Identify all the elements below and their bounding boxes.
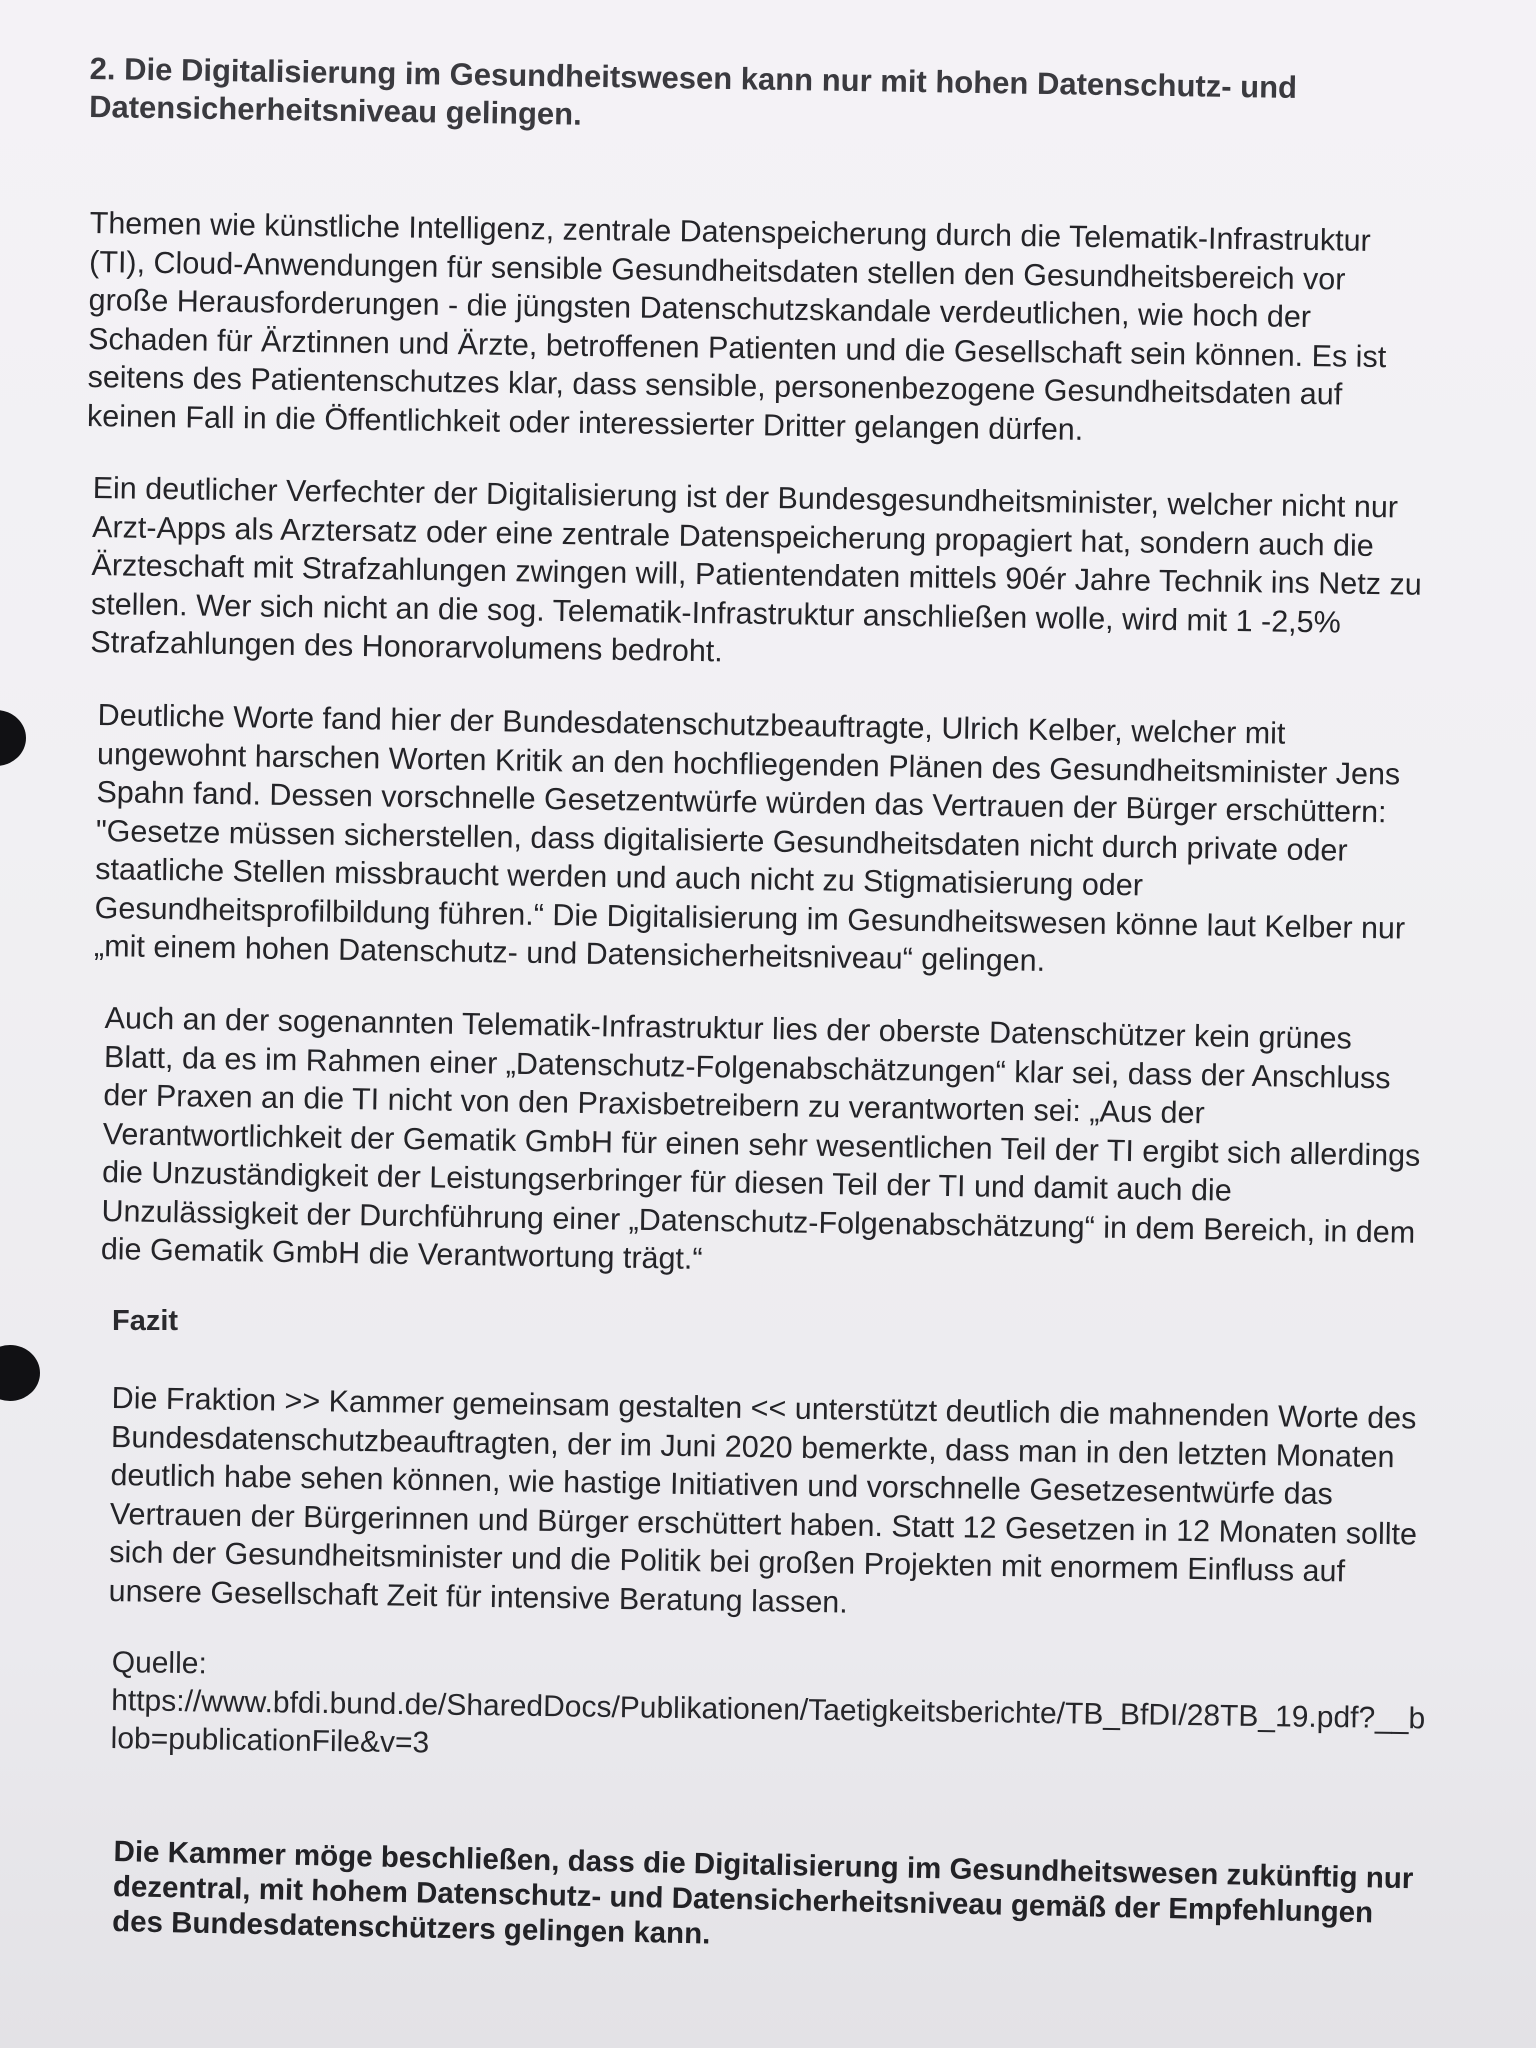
punch-hole: [0, 1345, 40, 1401]
document-body: [86, 50, 1430, 1951]
source-url: https://www.bfdi.bund.de/SharedDocs/Publikationen/Taetigkeitsberichte/TB_BfDI/28TB_19.pdf?__blob=publicationFile&v=3: [110, 1683, 1426, 1759]
source-label: Quelle:: [111, 1645, 208, 1680]
paragraph-fazit: Die Fraktion >> Kammer gemeinsam gestalten << unterstützt deutlich die mahnenden Worte des Bundesdatenschutzbeauftragten, der im Juni 2020 bemerkte, dass man in den letzten Monaten deutlich habe sehen können, wie hastige Initiativen und vorschnelle Gesetzesentwürfe das Vertrauen der Bürgerinnen und Bürger erschüttert haben. Statt 12 Gesetzen in 12 Monaten sollte sich der Gesundheitsminister und die Politik bei großen Projekten mit enormem Einfluss auf unsere Gesellschaft Zeit für intensive Beratung lassen.: [108, 1380, 1418, 1619]
fazit-heading: Fazit: [112, 1304, 179, 1337]
paragraph-minister: Ein deutlicher Verfechter der Digitalisierung ist der Bundesgesundheitsminister, welcher nicht nur Arzt-Apps als Arztersatz oder eine zentrale Datenspeicherung propagiert hat, sondern auch die Ärzteschaft mit Strafzahlungen zwingen will, Patientendaten mittels 90ér Jahre Technik ins Netz zu stellen. Wer sich nicht an die sog. Telematik-Infrastruktur anschließen wolle, wird mit 1 -2,5% Strafzahlungen des Honorarvolumens bedroht.: [90, 470, 1422, 669]
paragraph-kelber: Deutliche Worte fand hier der Bundesdatenschutzbeauftragte, Ulrich Kelber, welcher mit ungewohnt harschen Worten Kritik an den hochfliegenden Plänen des Gesundheitsminister Jens Spahn fand. Dessen vorschnelle Gesetzentwürfe würden das Vertrauen der Bürger erschüttern: "Gesetze müssen sicherstellen, dass digitalisierte Gesundheitsdaten nicht durch private oder staatliche Stellen missbraucht werden und auch nicht zu Stigmatisierung oder Gesundheitsprofilbildung führen.“ Die Digitalisierung im Gesundheitswesen könne laut Kelber nur „mit einem hohen Datenschutz- und Datensicherheitsniveau“ gelingen.: [93, 697, 1406, 978]
resolution-text: Die Kammer möge beschließen, dass die Digitalisierung im Gesundheitswesen zukünftig nur dezentral, mit hohem Datenschutz- und Datensicherheitsniveau gemäß der Empfehlungen des Bundesdatenschützers gelingen kann.: [111, 1834, 1414, 1951]
paragraph-telematik: Auch an der sogenannten Telematik-Infrastruktur lies der oberste Datenschützer kein grünes Blatt, da es im Rahmen einer „Datenschutz-Folgenabschätzungen“ klar sei, dass der Anschluss der Praxen an die TI nicht von den Praxisbetreibern zu verantworten sei: „Aus der Verantwortlichkeit der Gematik GmbH für einen sehr wesentlichen Teil der TI ergibt sich allerdings die Unzuständigkeit der Leistungserbringer für diesen Teil der TI und damit auch die Unzulässigkeit der Durchführung einer „Datenschutz-Folgenabschätzung“ in dem Bereich, in dem die Gematik GmbH die Verantwortung trägt.“: [100, 1000, 1421, 1276]
section-title: 2. Die Digitalisierung im Gesundheitswesen kann nur mit hohen Datenschutz- und Datensicherheitsniveau gelingen.: [88, 50, 1298, 132]
paragraph-intro: Themen wie künstliche Intelligenz, zentrale Datenspeicherung durch die Telematik-Infrastruktur (TI), Cloud-Anwendungen für sensible Gesundheitsdaten stellen den Gesundheitsbereich vor große Herausforderungen - die jüngsten Datenschutzskandale verdeutlichen, wie hoch der Schaden für Ärztinnen und Ärzte, betroffenen Patienten und die Gesellschaft sein können. Es ist seitens des Patientenschutzes klar, dass sensible, personenbezogene Gesundheitsdaten auf keinen Fall in die Öffentlichkeit oder interessierter Dritter gelangen dürfen.: [86, 205, 1387, 447]
punch-hole: [0, 710, 26, 766]
source-block: [110, 1644, 1429, 1776]
